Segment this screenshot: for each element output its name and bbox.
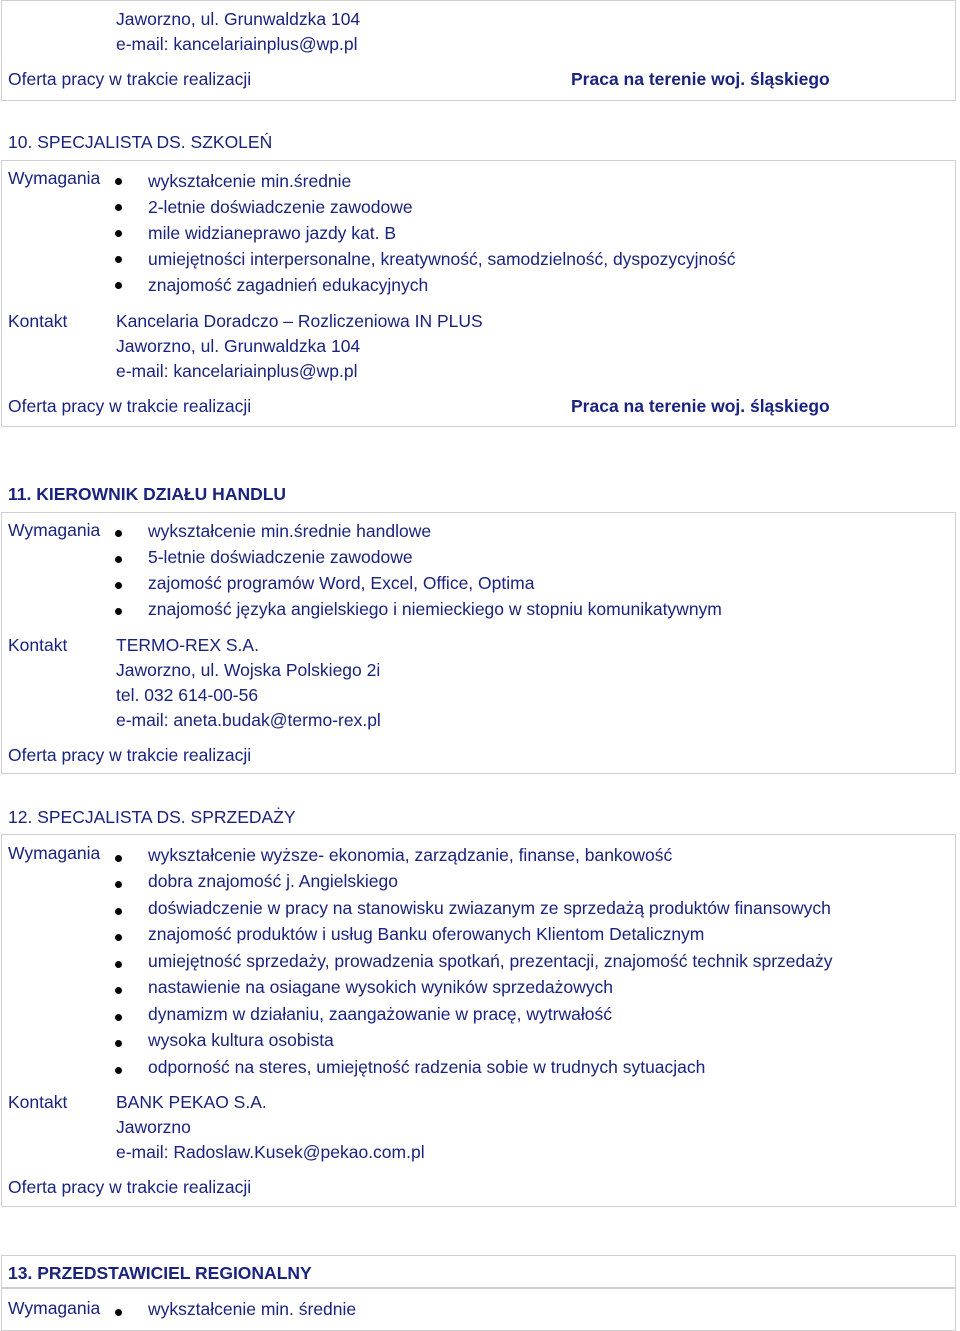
bullet-icon bbox=[115, 881, 122, 888]
job13-box bbox=[1, 1288, 956, 1331]
bullet-icon bbox=[115, 1067, 122, 1074]
bullet-icon bbox=[115, 608, 122, 615]
job10-contact-line: e-mail: kancelariainplus@wp.pl bbox=[116, 361, 358, 381]
bullet-icon bbox=[115, 230, 122, 237]
bullet-icon bbox=[115, 204, 122, 211]
job10-contact-line: Kancelaria Doradczo – Rozliczeniowa IN PLUS bbox=[116, 311, 483, 331]
job10-region: Praca na terenie woj. śląskiego bbox=[571, 396, 830, 416]
bullet-icon bbox=[115, 1309, 122, 1316]
job11-contact-line: e-mail: aneta.budak@termo-rex.pl bbox=[116, 710, 381, 730]
job10-title: 10. SPECJALISTA DS. SZKOLEŃ bbox=[8, 132, 273, 152]
job10-status: Oferta pracy w trakcie realizacji bbox=[8, 396, 252, 416]
job12-req: umiejętność sprzedaży, prowadzenia spotkań, prezentacji, znajomość technik sprzedaży bbox=[148, 951, 833, 971]
job12-contact-line: BANK PEKAO S.A. bbox=[116, 1092, 267, 1112]
job11-req: znajomość języka angielskiego i niemieckiego w stopniu komunikatywnym bbox=[148, 599, 722, 619]
top-region: Praca na terenie woj. śląskiego bbox=[571, 69, 830, 89]
job13-title: 13. PRZEDSTAWICIEL REGIONALNY bbox=[8, 1263, 312, 1283]
job12-req: znajomość produktów i usług Banku oferowanych Klientom Detalicznym bbox=[148, 924, 705, 944]
job12-req: dynamizm w działaniu, zaangażowanie w pracę, wytrwałość bbox=[148, 1004, 612, 1024]
job10-req: wykształcenie min.średnie bbox=[148, 171, 352, 191]
job12-req: wysoka kultura osobista bbox=[148, 1030, 334, 1050]
job11-status: Oferta pracy w trakcie realizacji bbox=[8, 745, 252, 765]
job11-req: 5-letnie doświadczenie zawodowe bbox=[148, 547, 413, 567]
job12-contact-line: Jaworzno bbox=[116, 1117, 191, 1137]
bullet-icon bbox=[115, 855, 122, 862]
job12-req: nastawienie na osiagane wysokich wyników sprzedażowych bbox=[148, 977, 613, 997]
job12-contact-line: e-mail: Radoslaw.Kusek@pekao.com.pl bbox=[116, 1142, 425, 1162]
job12-status: Oferta pracy w trakcie realizacji bbox=[8, 1177, 252, 1197]
job10-req: 2-letnie doświadczenie zawodowe bbox=[148, 197, 413, 217]
bullet-icon bbox=[115, 530, 122, 537]
job10-req: mile widzianeprawo jazdy kat. B bbox=[148, 223, 397, 243]
bullet-icon bbox=[115, 582, 122, 589]
bullet-icon bbox=[115, 908, 122, 915]
job11-contact-label: Kontakt bbox=[8, 635, 68, 655]
bullet-icon bbox=[115, 178, 122, 185]
job12-title: 12. SPECJALISTA DS. SPRZEDAŻY bbox=[8, 807, 296, 827]
bullet-icon bbox=[115, 282, 122, 289]
top-city: Jaworzno, ul. Grunwaldzka 104 bbox=[116, 9, 361, 29]
job10-req: umiejętności interpersonalne, kreatywność, samodzielność, dyspozycyjność bbox=[148, 249, 736, 269]
bullet-icon bbox=[115, 1014, 122, 1021]
job10-contact-line: Jaworzno, ul. Grunwaldzka 104 bbox=[116, 336, 361, 356]
job10-req-label: Wymagania bbox=[8, 168, 101, 188]
job10-req: znajomość zagadnień edukacyjnych bbox=[148, 275, 429, 295]
bullet-icon bbox=[115, 934, 122, 941]
bullet-icon bbox=[115, 961, 122, 968]
job12-req: wykształcenie wyższe- ekonomia, zarządzanie, finanse, bankowość bbox=[148, 845, 673, 865]
job11-req-label: Wymagania bbox=[8, 520, 101, 540]
job11-contact-line: TERMO-REX S.A. bbox=[116, 635, 259, 655]
job11-contact-line: tel. 032 614-00-56 bbox=[116, 685, 259, 705]
top-status: Oferta pracy w trakcie realizacji bbox=[8, 69, 252, 89]
job13-req-label: Wymagania bbox=[8, 1298, 101, 1318]
job10-box bbox=[1, 160, 956, 427]
job10-contact-label: Kontakt bbox=[8, 311, 68, 331]
job13-req: wykształcenie min. średnie bbox=[148, 1299, 357, 1319]
bullet-icon bbox=[115, 556, 122, 563]
job11-contact-line: Jaworzno, ul. Wojska Polskiego 2i bbox=[116, 660, 381, 680]
job11-title: 11. KIEROWNIK DZIAŁU HANDLU bbox=[8, 484, 287, 504]
job11-req: zajomość programów Word, Excel, Office, Optima bbox=[148, 573, 535, 593]
job11-req: wykształcenie min.średnie handlowe bbox=[148, 521, 432, 541]
job12-req: dobra znajomość j. Angielskiego bbox=[148, 871, 399, 891]
bullet-icon bbox=[115, 256, 122, 263]
bullet-icon bbox=[115, 1040, 122, 1047]
bullet-icon bbox=[115, 987, 122, 994]
job12-req: doświadczenie w pracy na stanowisku zwiazanym ze sprzedażą produktów finansowych bbox=[148, 898, 831, 918]
job12-req: odporność na steres, umiejętność radzenia sobie w trudnych sytuacjach bbox=[148, 1057, 706, 1077]
top-email: e-mail: kancelariainplus@wp.pl bbox=[116, 34, 358, 54]
job12-contact-label: Kontakt bbox=[8, 1092, 68, 1112]
job12-req-label: Wymagania bbox=[8, 843, 101, 863]
